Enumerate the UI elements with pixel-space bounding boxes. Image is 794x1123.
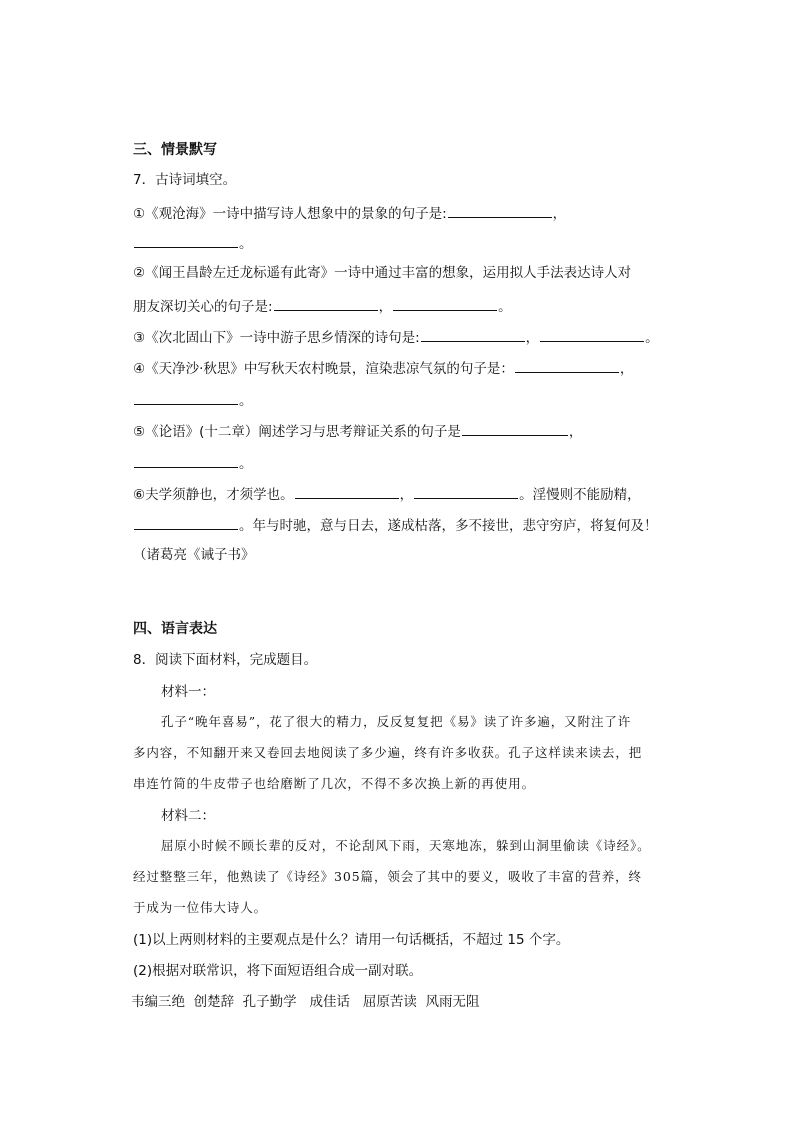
material-2-line-2: 经过整整三年，他熟读了《诗经》305篇，领会了其中的要义，吸收了丰富的营养，终 xyxy=(133,869,642,884)
question-8-stem: 8．阅读下面材料，完成题目。 xyxy=(133,652,318,668)
fill-blank[interactable] xyxy=(134,390,238,405)
q7-item-4-cont: 。 xyxy=(133,390,253,410)
fill-blank[interactable] xyxy=(421,327,525,342)
q7-item-5: ⑤《论语》(十二章）阐述学习与思考辩证关系的句子是 ， xyxy=(133,421,582,441)
material-2-line-3: 于成为一位伟大诗人。 xyxy=(133,900,268,915)
q7-item-6-source: （诸葛亮《诫子书》 xyxy=(133,547,255,563)
q7-item-6: ⑥夫学须静也，才须学也。 ， 。淫慢则不能励精， xyxy=(133,484,641,504)
fill-blank[interactable] xyxy=(414,484,518,499)
fill-blank[interactable] xyxy=(134,233,238,248)
question-7-stem: 7．古诗词填空。 xyxy=(133,172,237,188)
material-1-line-3: 串连竹简的牛皮带子也给磨断了几次，不得不多次换上新的再使用。 xyxy=(133,776,536,791)
q7-item-1: ①《观沧海》一诗中描写诗人想象中的景象的句子是: ， xyxy=(133,203,566,223)
material-2-line-1: 屈原小时候不顾长辈的反对，不论刮风下雨，天寒地冻，躲到山洞里偷读《诗经》。 xyxy=(161,838,651,853)
fill-blank[interactable] xyxy=(134,453,238,468)
material-2-label: 材料二： xyxy=(161,808,215,824)
q7-item-1-text: ①《观沧海》一诗中描写诗人想象中的景象的句子是: xyxy=(133,206,447,222)
fill-blank[interactable] xyxy=(393,296,497,311)
fill-blank[interactable] xyxy=(540,327,644,342)
fill-blank[interactable] xyxy=(448,203,552,218)
q7-item-5-cont: 。 xyxy=(133,453,253,473)
fill-blank[interactable] xyxy=(515,358,619,373)
section-4-title: 四、语言表达 xyxy=(133,621,217,637)
material-1-line-2: 多内容，不知翻开来又卷回去地阅读了多少遍，终有许多收获。孔子这样读来读去，把 xyxy=(133,745,643,760)
q7-item-1-cont: 。 xyxy=(133,233,253,253)
couplet-phrases: 韦编三绝 创楚辞 孔子勤学 成佳话 屈原苦读 风雨无阻 xyxy=(131,994,480,1010)
q8-sub-question-1: (1)以上两则材料的主要观点是什么？请用一句话概括，不超过 15 个字。 xyxy=(133,932,570,948)
q7-item-4: ④《天净沙·秋思》中写秋天农村晚景，渲染悲凉气氛的句子是： ， xyxy=(133,358,633,378)
material-1-line-1: 孔子“晚年喜易”，花了很大的精力，反反复复把《易》读了许多遍，又附注了许 xyxy=(161,714,632,729)
fill-blank[interactable] xyxy=(295,484,399,499)
material-1-label: 材料一： xyxy=(161,684,215,700)
q7-item-2: ②《闻王昌龄左迁龙标遥有此寄》一诗中通过丰富的想象，运用拟人手法表达诗人对 xyxy=(133,265,632,281)
fill-blank[interactable] xyxy=(462,421,568,436)
q7-item-6-cont: 。年与时驰，意与日去，遂成枯落，多不接世，悲守穷庐，将复何及！ xyxy=(133,515,658,535)
fill-blank[interactable] xyxy=(134,515,238,530)
section-3-title: 三、情景默写 xyxy=(133,142,217,158)
q7-item-3: ③《次北固山下》一诗中游子思乡情深的诗句是: ， 。 xyxy=(133,327,659,347)
q8-sub-question-2: (2)根据对联常识，将下面短语组合成一副对联。 xyxy=(133,963,423,979)
q7-item-2-cont: 朋友深切关心的句子是: ， 。 xyxy=(133,296,512,316)
fill-blank[interactable] xyxy=(274,296,378,311)
